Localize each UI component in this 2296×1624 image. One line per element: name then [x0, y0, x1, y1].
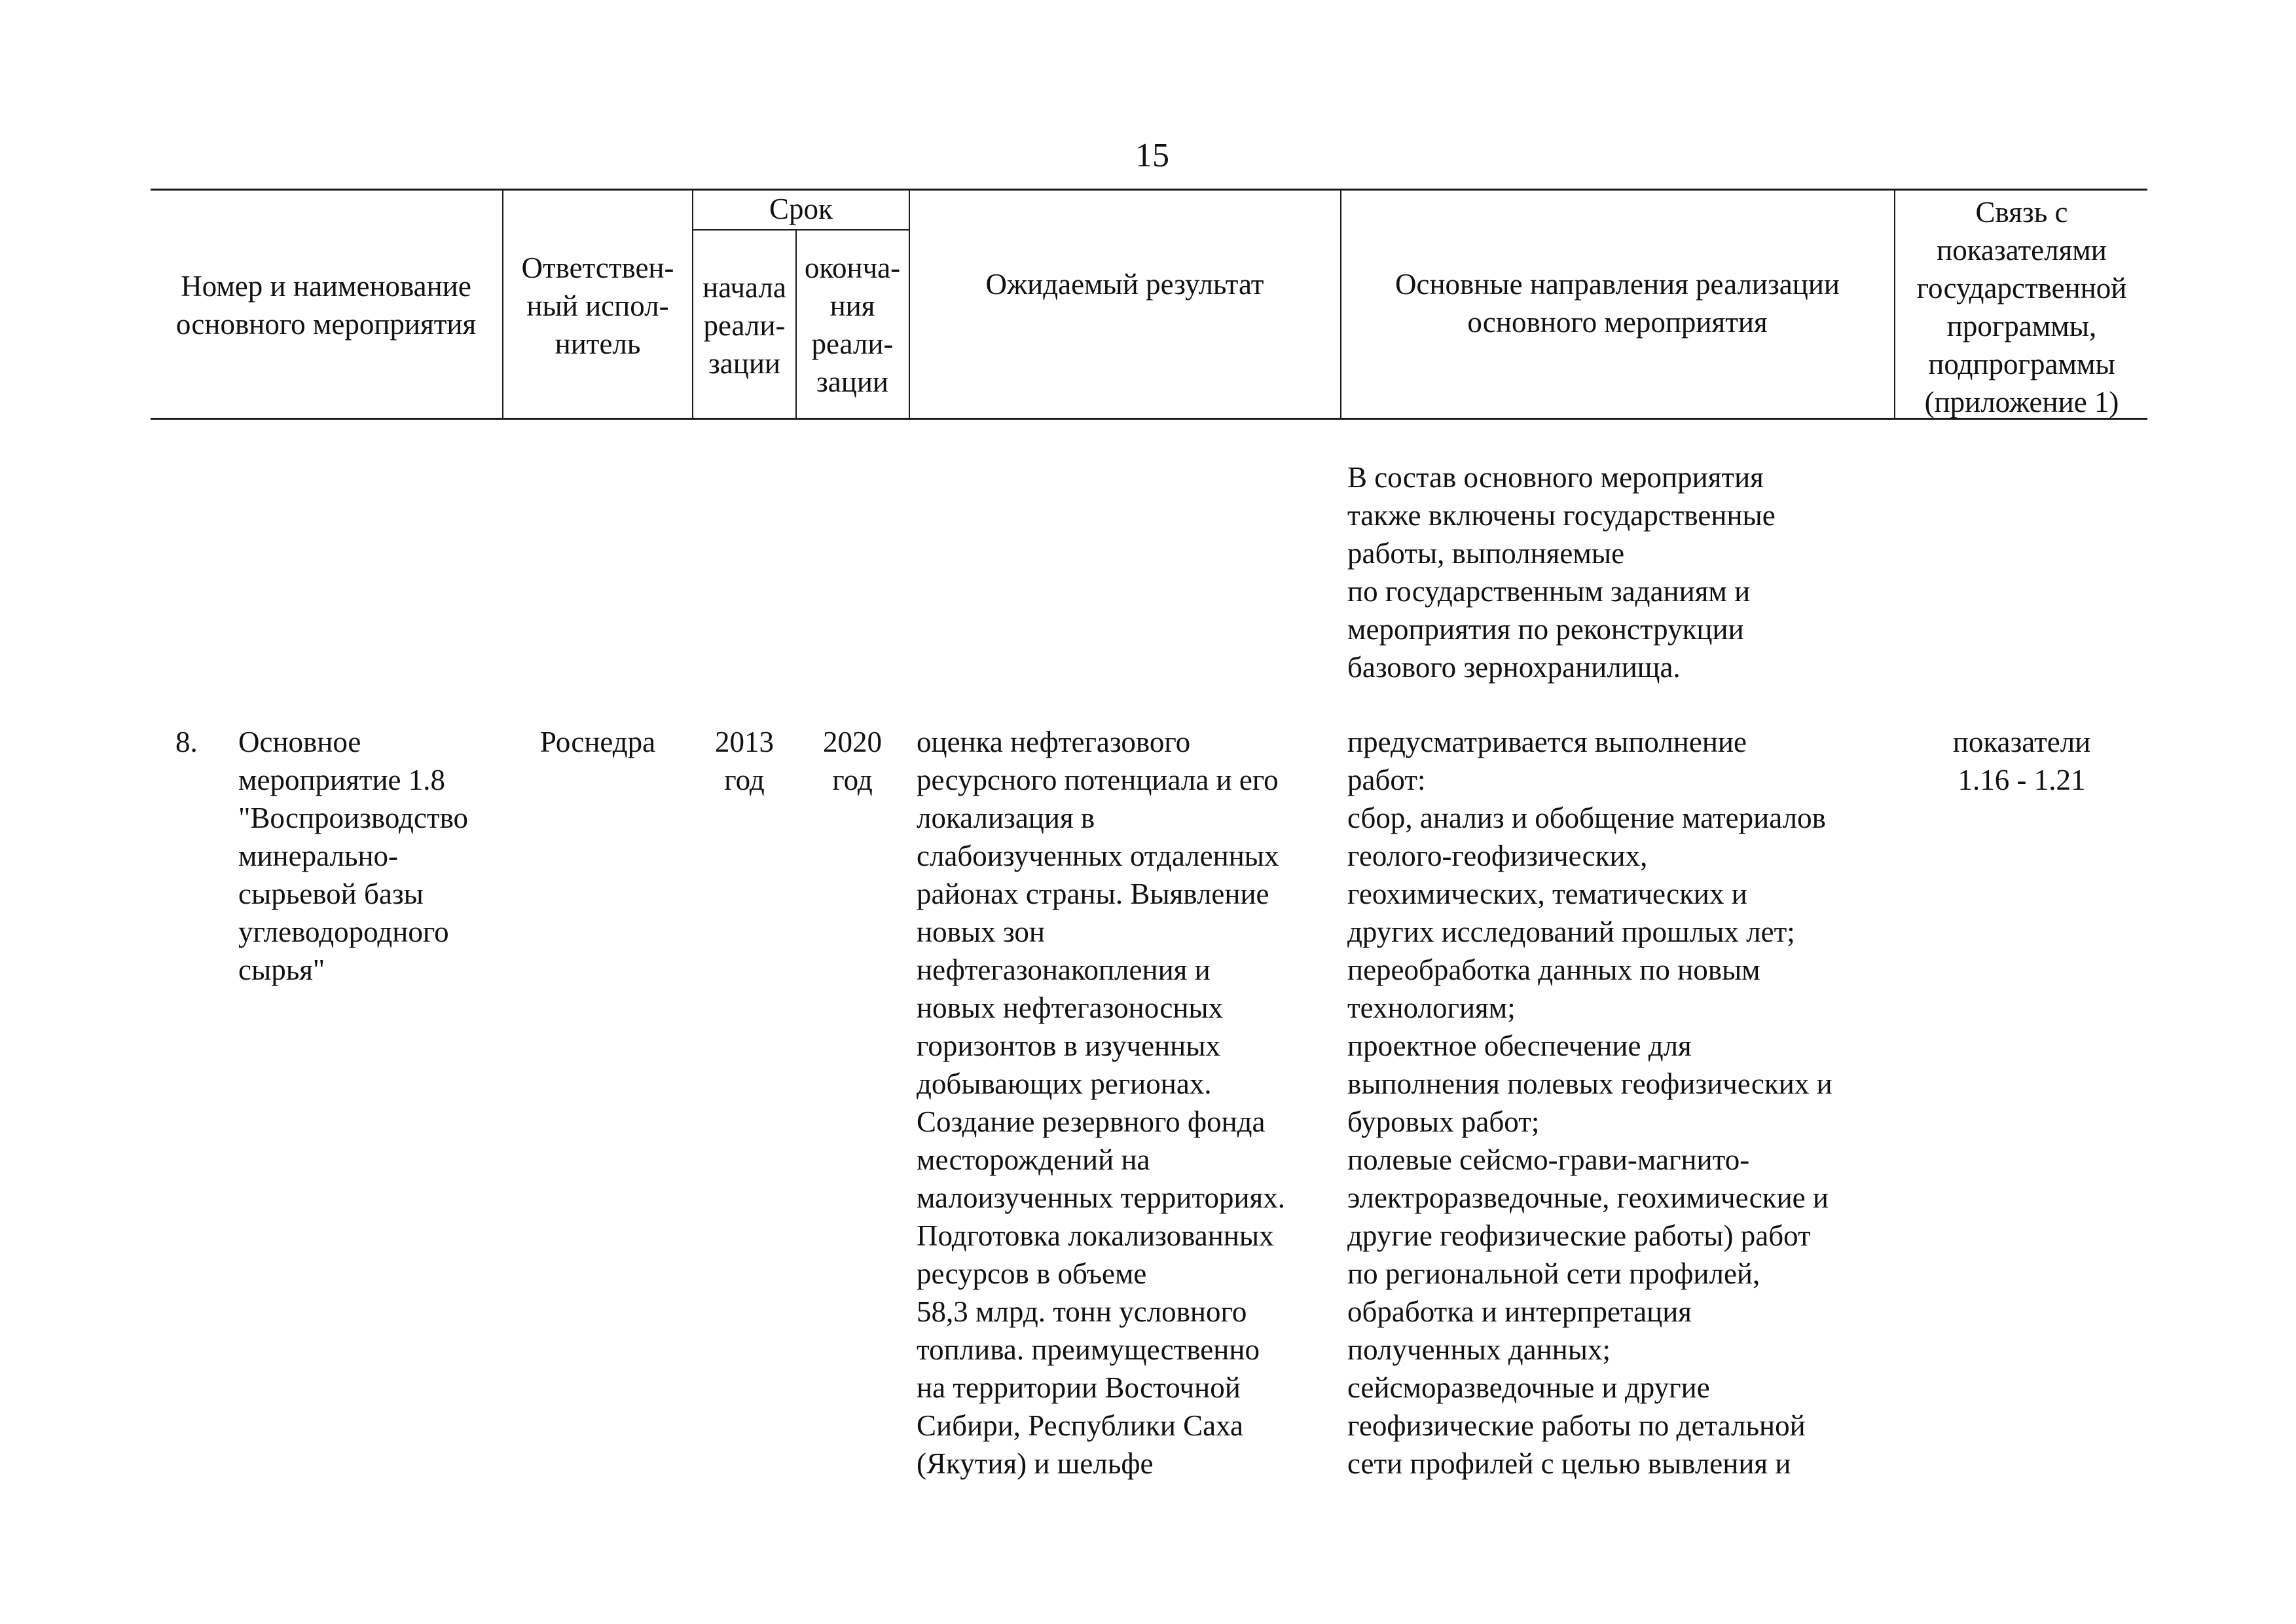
- table-top-rule: [151, 189, 2147, 191]
- header-divider-4: [909, 189, 910, 418]
- header-directions: Основные направления реализации основного мероприятия: [1395, 268, 1840, 339]
- continuation-directions: В состав основного мероприятия также включены государственные работы, выполняемые по государственным заданиям и мероприятия по реконструкции базового зернохранилища.: [1347, 461, 1776, 684]
- header-divider-1: [502, 189, 503, 418]
- page-number: 15: [1135, 137, 1169, 174]
- row-result: оценка нефтегазового ресурсного потенциала и его локализация в слабоизученных отдаленных районах страны. Выявление новых зон нефтегазонакопления и новых нефтегазоносных горизонтов в изученных добывающих регионах. Создание резервного фонда месторождений на малоизученных территориях. Подготовка локализованных ресурсов в объеме 58,3 млрд. тонн условного топлива. преимущественно на территории Восточной Сибири, Республики Саха (Якутия) и шельфе: [917, 726, 1285, 1480]
- header-start: начала реали- зации: [702, 271, 786, 380]
- row-link: показатели 1.16 - 1.21: [1952, 726, 2091, 796]
- term-subheader-rule: [692, 229, 909, 231]
- header-end: оконча- ния реали- зации: [804, 251, 901, 398]
- row-start: 2013 год: [715, 726, 774, 796]
- header-executor: Ответствен- ный испол- нитель: [521, 251, 674, 360]
- header-link: Связь с показателями государственной программы, подпрограммы (приложение 1): [1916, 196, 2127, 418]
- header-name: Номер и наименование основного мероприятия: [175, 270, 477, 341]
- row-directions: предусматривается выполнение работ: сбор, анализ и обобщение материалов геолого-геофизических, геохимических, тематических и других исследований прошлых лет; переобработка данных по новым технологиям; проектное обеспечение для выполнения полевых геофизических и буровых работ; полевые сейсмо-грави-магнито- электроразведочные, геохимические и другие геофизические работы) работ по региональной сети профилей, обработка и интерпретация полученных данных; сейсморазведочные и другие геофизические работы по детальной сети профилей с целью вывления и: [1347, 726, 1832, 1480]
- header-result: Ожидаемый результат: [985, 268, 1264, 301]
- header-term: Срок: [769, 193, 833, 225]
- row-executor: Роснедра: [539, 726, 656, 758]
- table-header-bottom-rule: [151, 418, 2147, 420]
- row-number: 8.: [175, 726, 198, 758]
- row-end: 2020 год: [823, 726, 882, 796]
- row-name: Основное мероприятие 1.8 "Воспроизводство минерально- сырьевой базы углеводородного сырья": [238, 726, 469, 986]
